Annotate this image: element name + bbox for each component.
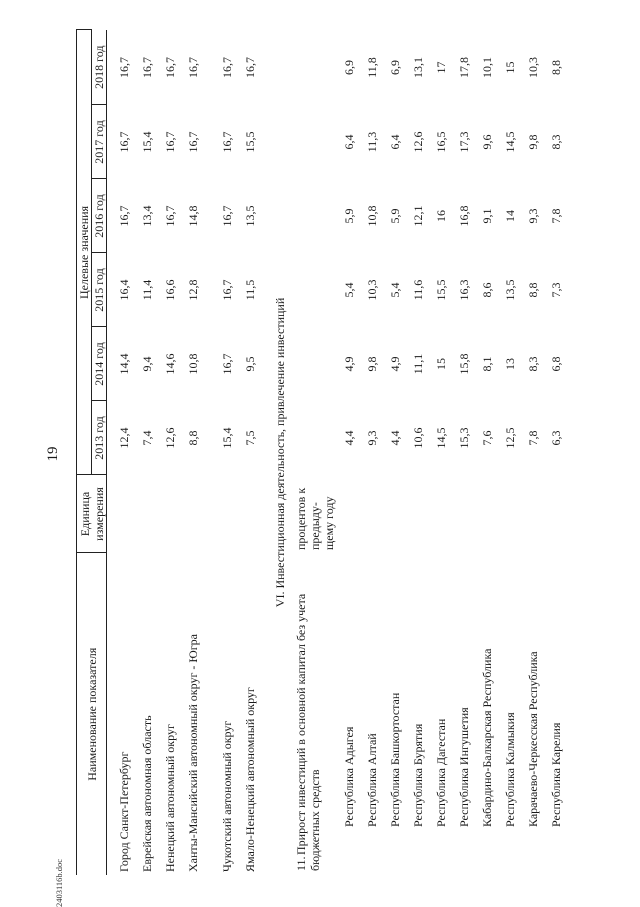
row-value: 11,1	[411, 353, 425, 375]
row-value: 8,3	[549, 134, 563, 150]
row-value: 7,6	[480, 430, 494, 446]
table-row	[526, 30, 549, 875]
row-value: 15,5	[243, 131, 257, 153]
row-value: 9,1	[480, 208, 494, 224]
row-value: 16,7	[163, 56, 177, 78]
page-number: 19	[45, 446, 61, 462]
row-value: 14,5	[434, 427, 448, 449]
row-value: 7,8	[526, 430, 540, 446]
row-value: 16,6	[163, 279, 177, 301]
row-value: 7,8	[549, 208, 563, 224]
row-value: 9,6	[480, 134, 494, 150]
row-value: 6,9	[342, 59, 356, 75]
row-value: 11,4	[140, 279, 154, 301]
section-title: VI. Инвестиционная деятельность, привлечение инвестиций	[273, 297, 287, 608]
table-header-row-1	[77, 30, 92, 875]
row-value: 6,4	[388, 134, 402, 150]
row-value: 17,3	[457, 131, 471, 153]
row-value: 10,3	[365, 279, 379, 301]
row-value: 13,1	[411, 56, 425, 78]
row-value: 16,7	[140, 56, 154, 78]
row-name: Республика Карелия	[549, 722, 563, 827]
header-year: 2016 год	[92, 179, 107, 253]
row-value: 16,7	[117, 131, 131, 153]
row-value: 15	[503, 61, 517, 74]
row-value: 9,8	[526, 134, 540, 150]
row-value: 14,6	[163, 353, 177, 375]
header-year: 2018 год	[92, 30, 107, 105]
row-value: 4,9	[342, 356, 356, 372]
row-value: 9,3	[526, 208, 540, 224]
row-value: 13,5	[503, 279, 517, 301]
row-value: 12,6	[411, 131, 425, 153]
row-value: 5,4	[342, 282, 356, 298]
row-value: 15,3	[457, 427, 471, 449]
row-name: Республика Адыгея	[342, 726, 356, 827]
row-value: 16,7	[186, 131, 200, 153]
rotated-document	[76, 30, 621, 875]
row-value: 13,5	[243, 205, 257, 227]
row-value: 14,4	[117, 353, 131, 375]
header-unit: Единица измерения	[77, 475, 107, 553]
row-value: 10,8	[186, 353, 200, 375]
row-value: 16,7	[220, 205, 234, 227]
row-value: 9,3	[365, 430, 379, 446]
table-row	[549, 30, 572, 875]
row-value: 15,4	[140, 131, 154, 153]
row-value: 16,7	[220, 56, 234, 78]
row-value: 17,8	[457, 56, 471, 78]
row-name: Республика Башкортостан	[388, 692, 402, 827]
row-value: 10,6	[411, 427, 425, 449]
table-row	[342, 30, 365, 875]
table-row	[503, 30, 526, 875]
row-value: 12,1	[411, 205, 425, 227]
row-value: 16,7	[117, 56, 131, 78]
row-value: 10,1	[480, 56, 494, 78]
row-value: 12,8	[186, 279, 200, 301]
header-year: 2017 год	[92, 105, 107, 179]
row-value: 11,6	[411, 279, 425, 301]
row-value: 15,4	[220, 427, 234, 449]
table-row	[117, 30, 140, 875]
row-value: 16,7	[220, 131, 234, 153]
row-value: 14,5	[503, 131, 517, 153]
row-value: 16,7	[163, 131, 177, 153]
row-value: 15	[434, 358, 448, 370]
row-value: 7,4	[140, 430, 154, 446]
table-row	[411, 30, 434, 875]
row-value: 16,7	[117, 205, 131, 227]
table-row	[365, 30, 388, 875]
row-value: 13,4	[140, 205, 154, 227]
footer-file-code: 2403116b.doc	[54, 858, 64, 907]
row-value: 15,5	[434, 279, 448, 301]
indicator-name-cell	[294, 553, 342, 875]
row-name: Республика Дагестан	[434, 718, 448, 827]
header-year: 2015 год	[92, 253, 107, 327]
row-value: 17	[434, 61, 448, 74]
row-name: Республика Бурятия	[411, 723, 425, 827]
row-value: 8,3	[526, 356, 540, 372]
row-name: Ямало-Ненецкий автономный округ	[243, 687, 257, 872]
row-value: 7,3	[549, 282, 563, 298]
row-value: 16,7	[186, 56, 200, 78]
header-year: 2014 год	[92, 327, 107, 401]
table-row	[457, 30, 480, 875]
row-name: Кабардино-Балкарская Республика	[480, 648, 494, 827]
row-value: 6,8	[549, 356, 563, 372]
row-value: 14,8	[186, 205, 200, 227]
row-value: 12,5	[503, 427, 517, 449]
indicator-name: Прирост инвестиций в основной капитал без учета бюджетных средств	[294, 593, 322, 871]
table-row	[220, 30, 243, 875]
row-value: 16,7	[220, 279, 234, 301]
row-value: 7,5	[243, 430, 257, 446]
row-value: 16,4	[117, 279, 131, 301]
row-value: 16,7	[163, 205, 177, 227]
row-name: Ханты-Мансийский автономный округ - Югра	[186, 634, 200, 872]
indicator-number: 11.	[294, 856, 308, 871]
row-value: 11,8	[365, 57, 379, 78]
row-value: 6,3	[549, 430, 563, 446]
row-name: Республика Алтай	[365, 733, 379, 827]
row-value: 8,6	[480, 282, 494, 298]
row-value: 14	[503, 210, 517, 222]
table-row	[140, 30, 163, 875]
row-value: 11,3	[365, 131, 379, 153]
row-value: 8,8	[549, 59, 563, 75]
row-name: Ненецкий автономный округ	[163, 724, 177, 872]
row-value: 8,1	[480, 356, 494, 372]
table-row	[434, 30, 457, 875]
row-name: Республика Калмыкия	[503, 712, 517, 827]
row-value: 16,7	[243, 56, 257, 78]
row-value: 5,9	[342, 208, 356, 224]
row-value: 6,9	[388, 59, 402, 75]
row-name: Республика Ингушетия	[457, 707, 471, 827]
section-row	[266, 30, 294, 875]
indicator-unit: процентов к предыду- щему году	[294, 487, 336, 550]
row-value: 15,8	[457, 353, 471, 375]
row-value: 12,4	[117, 427, 131, 449]
row-value: 16,8	[457, 205, 471, 227]
row-value: 11,5	[243, 279, 257, 301]
row-value: 4,4	[342, 430, 356, 446]
row-value: 10,8	[365, 205, 379, 227]
table-row	[388, 30, 411, 875]
header-name: Наименование показателя	[77, 553, 107, 875]
row-name: Чукотский автономный округ	[220, 720, 234, 872]
row-value: 8,8	[526, 282, 540, 298]
indicator-row	[294, 30, 342, 875]
row-value: 16,3	[457, 279, 471, 301]
row-value: 9,4	[140, 356, 154, 372]
row-value: 13	[503, 358, 517, 370]
row-value: 12,6	[163, 427, 177, 449]
table-row	[480, 30, 503, 875]
row-value: 5,4	[388, 282, 402, 298]
table-row	[186, 30, 220, 875]
row-value: 16,7	[220, 353, 234, 375]
row-value: 4,9	[388, 356, 402, 372]
header-year: 2013 год	[92, 401, 107, 475]
row-value: 9,5	[243, 356, 257, 372]
row-value: 4,4	[388, 430, 402, 446]
table-row	[163, 30, 186, 875]
header-target-values: Целевые значения	[77, 30, 92, 475]
row-name: Еврейская автономная область	[140, 715, 154, 872]
row-value: 9,8	[365, 356, 379, 372]
row-name: Город Санкт-Петербург	[117, 751, 131, 872]
table-row	[243, 30, 266, 875]
row-name: Карачаево-Черкесская Республика	[526, 651, 540, 827]
row-value: 8,8	[186, 430, 200, 446]
row-value: 5,9	[388, 208, 402, 224]
row-value: 10,3	[526, 56, 540, 78]
row-value: 16	[434, 210, 448, 222]
row-value: 16,5	[434, 131, 448, 153]
row-value: 6,4	[342, 134, 356, 150]
indicator-table	[76, 29, 572, 875]
